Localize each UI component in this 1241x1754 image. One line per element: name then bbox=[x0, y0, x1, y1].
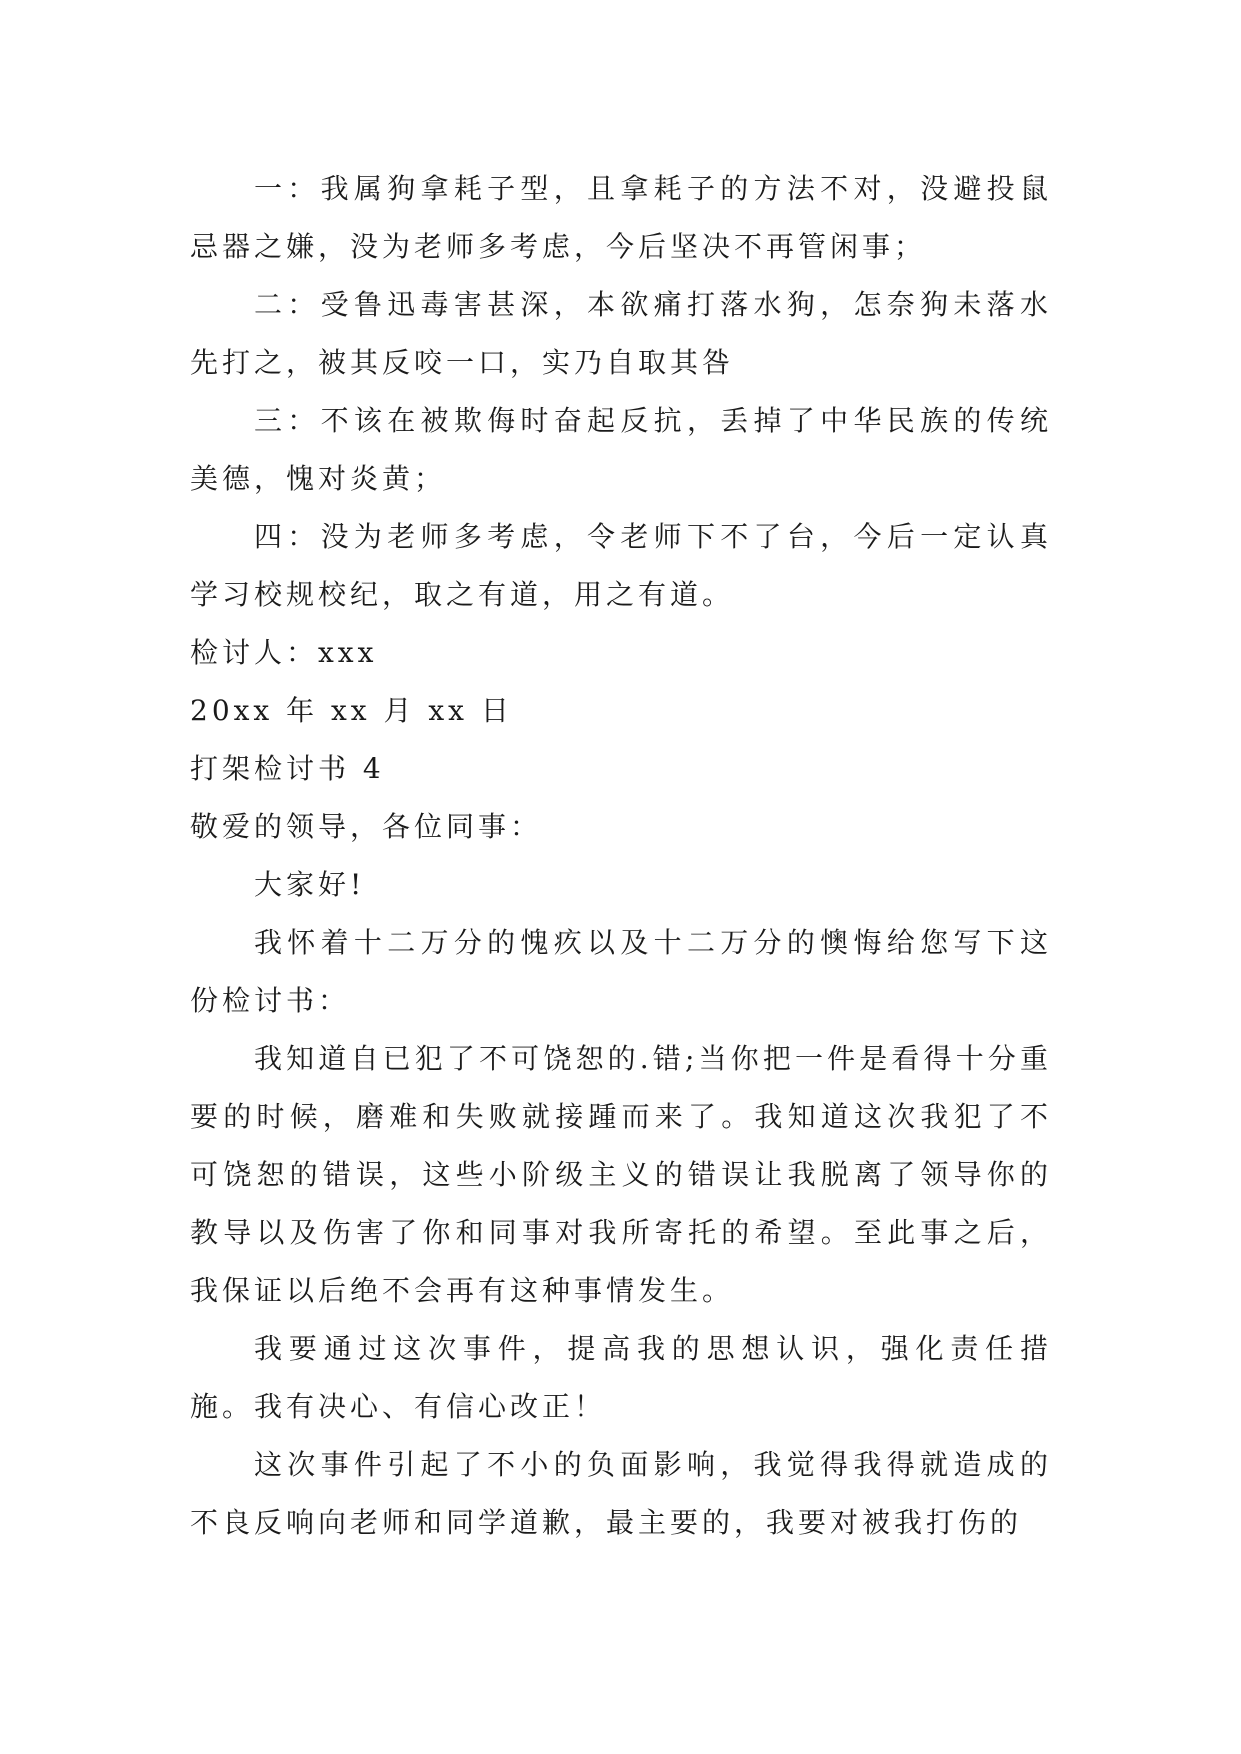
salutation: 敬爱的领导，各位同事： bbox=[190, 810, 543, 843]
paragraph-4: 四：没为老师多考虑，令老师下不了台，今后一定认真学习校规校纪，取之有道，用之有道。 bbox=[190, 520, 1052, 611]
paragraph-2: 二：受鲁迅毒害甚深，本欲痛打落水狗，怎奈狗未落水先打之，被其反咬一口，实乃自取其咎 bbox=[190, 288, 1052, 379]
paragraph-1: 一：我属狗拿耗子型，且拿耗子的方法不对，没避投鼠忌器之嫌，没为老师多考虑，今后坚决不再管闲事； bbox=[190, 172, 1052, 263]
section-title: 打架检讨书 4 bbox=[190, 752, 385, 785]
paragraph-3: 三：不该在被欺侮时奋起反抗，丢掉了中华民族的传统美德，愧对炎黄； bbox=[190, 404, 1052, 495]
paragraph-body-2: 我要通过这次事件，提高我的思想认识，强化责任措施。我有决心、有信心改正！ bbox=[190, 1332, 1052, 1423]
signer-line: 检讨人：xxx bbox=[190, 636, 378, 669]
paragraph-body-3: 这次事件引起了不小的负面影响，我觉得我得就造成的不良反响向老师和同学道歉，最主要的，我要对被我打伤的 bbox=[190, 1448, 1052, 1539]
date-line: 20xx 年 xx 月 xx 日 bbox=[190, 694, 513, 727]
paragraph-intro: 我怀着十二万分的愧疚以及十二万分的懊悔给您写下这份检讨书： bbox=[190, 926, 1052, 1017]
document-body bbox=[190, 160, 1052, 1552]
greeting: 大家好! bbox=[254, 868, 366, 901]
paragraph-body-1: 我知道自已犯了不可饶恕的.错;当你把一件是看得十分重要的时候，磨难和失败就接踵而来了。我知道这次我犯了不可饶恕的错误，这些小阶级主义的错误让我脱离了领导你的教导以及伤害了你和同事对我所寄托的希望。至此事之后，我保证以后绝不会再有这种事情发生。 bbox=[190, 1042, 1052, 1307]
